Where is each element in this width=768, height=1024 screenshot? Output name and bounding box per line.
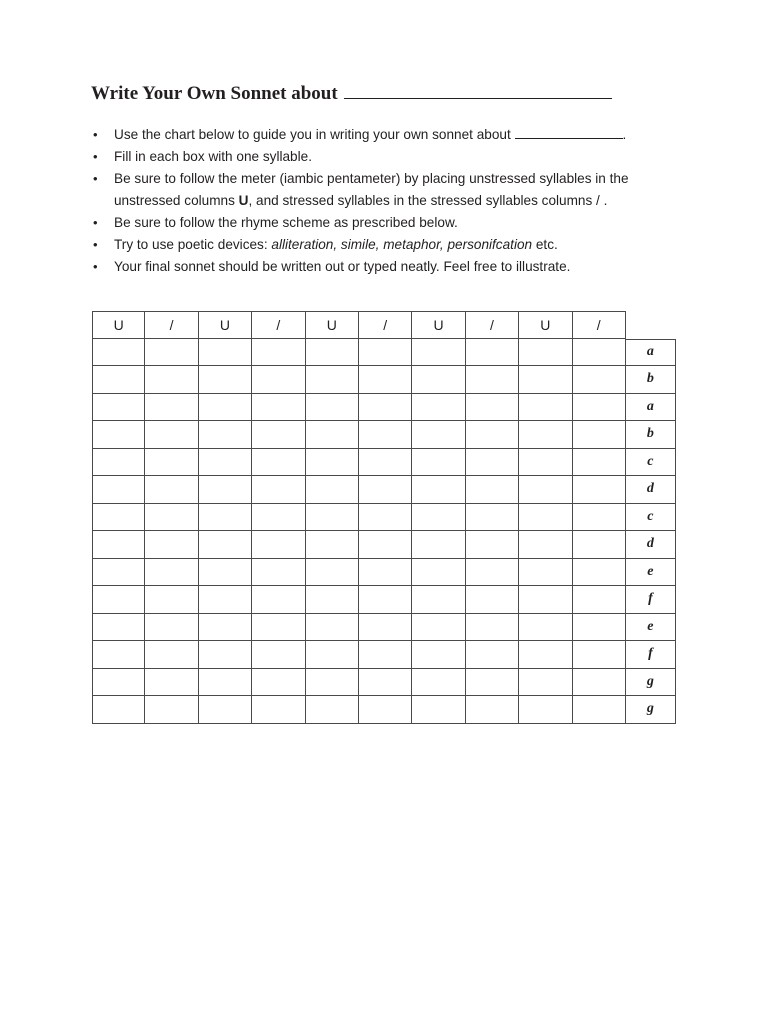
syllable-box[interactable] xyxy=(412,366,465,394)
syllable-box[interactable] xyxy=(573,366,626,394)
syllable-box[interactable] xyxy=(199,559,252,587)
syllable-box[interactable] xyxy=(573,669,626,697)
syllable-box[interactable] xyxy=(199,476,252,504)
syllable-box[interactable] xyxy=(145,476,198,504)
syllable-box[interactable] xyxy=(145,696,198,724)
rhyme-scheme-cell: b xyxy=(626,421,676,449)
meter-header-cell: U xyxy=(199,311,252,339)
syllable-box[interactable] xyxy=(145,504,198,532)
syllable-box[interactable] xyxy=(306,614,359,642)
syllable-box[interactable] xyxy=(466,614,519,642)
topic-blank[interactable] xyxy=(515,126,623,139)
syllable-box[interactable] xyxy=(412,641,465,669)
instruction-text: Your final sonnet should be written out or typed neatly. Feel free to illustrate. xyxy=(114,259,571,274)
syllable-box[interactable] xyxy=(466,394,519,422)
syllable-box[interactable] xyxy=(466,366,519,394)
syllable-box[interactable] xyxy=(306,421,359,449)
syllable-box[interactable] xyxy=(573,641,626,669)
syllable-box[interactable] xyxy=(306,366,359,394)
syllable-box[interactable] xyxy=(306,394,359,422)
syllable-box[interactable] xyxy=(199,614,252,642)
syllable-box[interactable] xyxy=(359,559,412,587)
syllable-box[interactable] xyxy=(306,476,359,504)
syllable-box[interactable] xyxy=(359,504,412,532)
syllable-box[interactable] xyxy=(199,394,252,422)
syllable-box[interactable] xyxy=(412,504,465,532)
syllable-box[interactable] xyxy=(92,669,145,697)
instruction-text: . xyxy=(622,127,627,142)
meter-header-cell: / xyxy=(145,311,198,339)
meter-header-cell: U xyxy=(412,311,465,339)
syllable-box[interactable] xyxy=(573,421,626,449)
poetic-devices-list: alliteration, simile, metaphor, personifcation xyxy=(271,237,533,252)
syllable-box[interactable] xyxy=(519,339,572,367)
rhyme-scheme-cell: a xyxy=(626,394,676,422)
syllable-box[interactable] xyxy=(252,531,305,559)
syllable-box[interactable] xyxy=(519,614,572,642)
meter-header-cell: / xyxy=(359,311,412,339)
syllable-box[interactable] xyxy=(359,421,412,449)
syllable-box[interactable] xyxy=(519,641,572,669)
syllable-box[interactable] xyxy=(92,339,145,367)
syllable-box[interactable] xyxy=(359,531,412,559)
syllable-box[interactable] xyxy=(412,421,465,449)
syllable-box[interactable] xyxy=(519,421,572,449)
unstressed-symbol-bold: U xyxy=(238,193,249,208)
instruction-item xyxy=(93,234,683,256)
syllable-box[interactable] xyxy=(145,586,198,614)
syllable-box[interactable] xyxy=(466,504,519,532)
meter-header-cell: U xyxy=(92,311,145,339)
syllable-box[interactable] xyxy=(466,641,519,669)
syllable-box[interactable] xyxy=(519,476,572,504)
syllable-box[interactable] xyxy=(306,449,359,477)
syllable-box[interactable] xyxy=(252,339,305,367)
syllable-box[interactable] xyxy=(359,696,412,724)
syllable-box[interactable] xyxy=(92,421,145,449)
syllable-box[interactable] xyxy=(199,339,252,367)
worksheet-title xyxy=(91,80,612,108)
syllable-box[interactable] xyxy=(573,696,626,724)
syllable-box[interactable] xyxy=(252,449,305,477)
syllable-box[interactable] xyxy=(306,586,359,614)
syllable-box[interactable] xyxy=(199,531,252,559)
syllable-box[interactable] xyxy=(519,669,572,697)
syllable-box[interactable] xyxy=(306,641,359,669)
syllable-box[interactable] xyxy=(412,531,465,559)
syllable-box[interactable] xyxy=(412,696,465,724)
syllable-box[interactable] xyxy=(519,696,572,724)
syllable-box[interactable] xyxy=(199,641,252,669)
rhyme-scheme-cell: d xyxy=(626,476,676,504)
syllable-box[interactable] xyxy=(199,669,252,697)
syllable-box[interactable] xyxy=(145,531,198,559)
syllable-box[interactable] xyxy=(466,531,519,559)
syllable-box[interactable] xyxy=(519,531,572,559)
syllable-box[interactable] xyxy=(306,669,359,697)
syllable-box[interactable] xyxy=(466,669,519,697)
rhyme-scheme-cell: c xyxy=(626,449,676,477)
syllable-box[interactable] xyxy=(519,559,572,587)
syllable-box[interactable] xyxy=(306,559,359,587)
syllable-box[interactable] xyxy=(252,394,305,422)
syllable-box[interactable] xyxy=(359,394,412,422)
meter-header-cell: U xyxy=(306,311,359,339)
syllable-box[interactable] xyxy=(252,641,305,669)
syllable-box[interactable] xyxy=(466,339,519,367)
syllable-box[interactable] xyxy=(359,586,412,614)
meter-header-cell: / xyxy=(466,311,519,339)
syllable-box[interactable] xyxy=(466,696,519,724)
syllable-box[interactable] xyxy=(573,586,626,614)
syllable-box[interactable] xyxy=(412,339,465,367)
rhyme-scheme-cell: f xyxy=(626,641,676,669)
syllable-box[interactable] xyxy=(412,614,465,642)
syllable-box[interactable] xyxy=(306,531,359,559)
rhyme-scheme-cell: d xyxy=(626,531,676,559)
rhyme-scheme-cell: c xyxy=(626,504,676,532)
syllable-box[interactable] xyxy=(573,339,626,367)
title-topic-blank[interactable] xyxy=(344,81,612,99)
syllable-box[interactable] xyxy=(412,559,465,587)
syllable-box[interactable] xyxy=(92,504,145,532)
instruction-text: Be sure to follow the meter (iambic pentameter) by placing unstressed syllables in the unstressed columns xyxy=(114,171,629,208)
syllable-box[interactable] xyxy=(252,614,305,642)
syllable-box[interactable] xyxy=(252,669,305,697)
rhyme-scheme-cell: g xyxy=(626,669,676,697)
syllable-box[interactable] xyxy=(92,531,145,559)
syllable-box[interactable] xyxy=(306,504,359,532)
syllable-box[interactable] xyxy=(573,531,626,559)
syllable-box[interactable] xyxy=(359,641,412,669)
instruction-text: Use the chart below to guide you in writing your own sonnet about xyxy=(114,127,515,142)
syllable-box[interactable] xyxy=(199,504,252,532)
rhyme-scheme-cell: g xyxy=(626,696,676,724)
syllable-box[interactable] xyxy=(145,366,198,394)
syllable-box[interactable] xyxy=(519,366,572,394)
syllable-box[interactable] xyxy=(573,559,626,587)
syllable-box[interactable] xyxy=(359,669,412,697)
syllable-box[interactable] xyxy=(412,394,465,422)
syllable-box[interactable] xyxy=(92,394,145,422)
syllable-box[interactable] xyxy=(252,696,305,724)
syllable-box[interactable] xyxy=(359,476,412,504)
syllable-box[interactable] xyxy=(466,559,519,587)
syllable-box[interactable] xyxy=(199,366,252,394)
syllable-box[interactable] xyxy=(359,366,412,394)
syllable-box[interactable] xyxy=(145,669,198,697)
syllable-box[interactable] xyxy=(92,559,145,587)
syllable-box[interactable] xyxy=(359,614,412,642)
syllable-box[interactable] xyxy=(199,421,252,449)
syllable-box[interactable] xyxy=(199,696,252,724)
meter-header-cell: / xyxy=(573,311,626,339)
rhyme-scheme-cell: a xyxy=(626,339,676,367)
instruction-text: etc. xyxy=(532,237,558,252)
meter-header-cell: / xyxy=(252,311,305,339)
syllable-box[interactable] xyxy=(466,421,519,449)
syllable-box[interactable] xyxy=(92,641,145,669)
syllable-box[interactable] xyxy=(199,449,252,477)
instruction-item xyxy=(93,124,683,146)
instruction-item xyxy=(93,146,683,168)
syllable-box[interactable] xyxy=(145,449,198,477)
instruction-text: Try to use poetic devices: xyxy=(114,237,272,252)
syllable-box[interactable] xyxy=(359,339,412,367)
syllable-box[interactable] xyxy=(412,586,465,614)
syllable-box[interactable] xyxy=(573,476,626,504)
syllable-box[interactable] xyxy=(252,366,305,394)
syllable-box[interactable] xyxy=(252,421,305,449)
syllable-box[interactable] xyxy=(573,394,626,422)
syllable-box[interactable] xyxy=(252,504,305,532)
syllable-box[interactable] xyxy=(92,586,145,614)
syllable-box[interactable] xyxy=(306,696,359,724)
syllable-box[interactable] xyxy=(92,366,145,394)
rhyme-scheme-cell: e xyxy=(626,559,676,587)
syllable-box[interactable] xyxy=(412,449,465,477)
instructions-list xyxy=(93,124,683,278)
syllable-box[interactable] xyxy=(199,586,252,614)
syllable-box[interactable] xyxy=(92,476,145,504)
syllable-box[interactable] xyxy=(145,394,198,422)
syllable-box[interactable] xyxy=(519,586,572,614)
grid-corner-spacer xyxy=(626,311,676,339)
syllable-box[interactable] xyxy=(252,559,305,587)
syllable-box[interactable] xyxy=(466,586,519,614)
syllable-box[interactable] xyxy=(573,449,626,477)
rhyme-scheme-cell: b xyxy=(626,366,676,394)
syllable-box[interactable] xyxy=(252,586,305,614)
instruction-item xyxy=(93,212,683,234)
syllable-box[interactable] xyxy=(145,614,198,642)
syllable-box[interactable] xyxy=(466,449,519,477)
syllable-box[interactable] xyxy=(145,339,198,367)
title-text: Write Your Own Sonnet about xyxy=(91,83,338,104)
syllable-box[interactable] xyxy=(412,669,465,697)
instruction-item xyxy=(93,168,683,212)
syllable-box[interactable] xyxy=(412,476,465,504)
instruction-text: Fill in each box with one syllable. xyxy=(114,149,312,164)
syllable-box[interactable] xyxy=(519,504,572,532)
syllable-box[interactable] xyxy=(92,449,145,477)
sonnet-syllable-grid xyxy=(92,311,678,724)
instruction-text: Be sure to follow the rhyme scheme as prescribed below. xyxy=(114,215,458,230)
syllable-box[interactable] xyxy=(145,421,198,449)
syllable-box[interactable] xyxy=(573,614,626,642)
rhyme-scheme-cell: f xyxy=(626,586,676,614)
syllable-box[interactable] xyxy=(252,476,305,504)
syllable-box[interactable] xyxy=(92,614,145,642)
instruction-text: , and stressed syllables in the stressed syllables columns / . xyxy=(248,193,608,208)
meter-header-cell: U xyxy=(519,311,572,339)
syllable-box[interactable] xyxy=(519,449,572,477)
syllable-box[interactable] xyxy=(466,476,519,504)
rhyme-scheme-cell: e xyxy=(626,614,676,642)
syllable-box[interactable] xyxy=(359,449,412,477)
syllable-box[interactable] xyxy=(306,339,359,367)
syllable-box[interactable] xyxy=(145,641,198,669)
syllable-box[interactable] xyxy=(573,504,626,532)
syllable-box[interactable] xyxy=(519,394,572,422)
syllable-box[interactable] xyxy=(145,559,198,587)
syllable-box[interactable] xyxy=(92,696,145,724)
instruction-item xyxy=(93,256,683,278)
